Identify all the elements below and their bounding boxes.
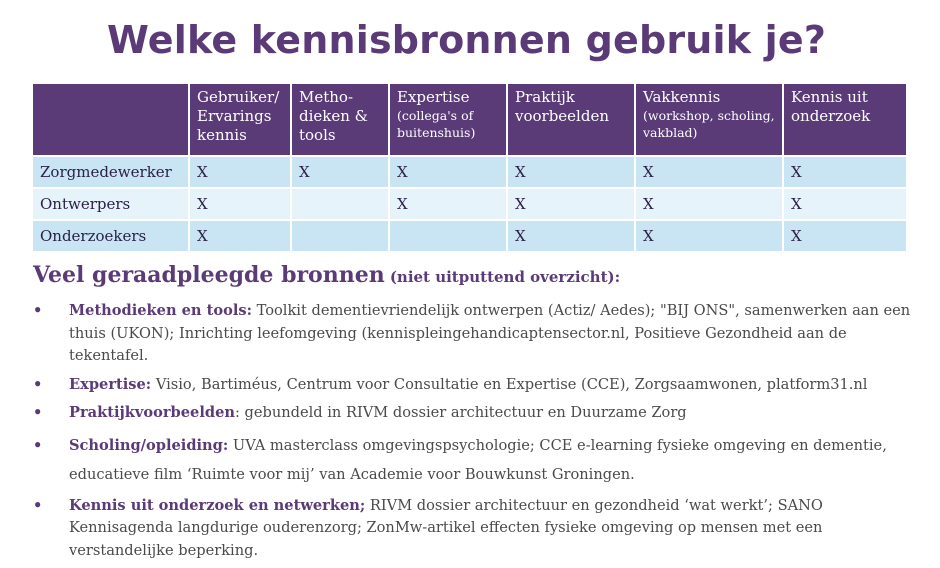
header-cell-expertise: Expertise (collega's of buitenshuis) [390, 84, 506, 155]
table-cell [292, 189, 388, 219]
table-cell: X [636, 157, 782, 187]
table-cell [292, 221, 388, 251]
table-cell: X [390, 157, 506, 187]
page-title: Welke kennisbronnen gebruik je? [107, 18, 827, 62]
table-cell: X [190, 189, 290, 219]
header-cell-empty [33, 84, 188, 155]
section-subtitle [33, 262, 620, 288]
table-row [33, 221, 906, 251]
header-note: (workshop, scholing, vakblad) [643, 108, 775, 140]
item-lead: Scholing/opleiding: [69, 436, 229, 454]
table-row [33, 157, 906, 187]
list-item [33, 300, 913, 368]
subtitle-main: Veel geraadpleegde bronnen [33, 262, 385, 288]
bullet-icon: • [33, 302, 43, 319]
list-item [33, 431, 913, 489]
row-label: Zorgmedewerker [33, 157, 188, 187]
item-lead: Kennis uit onderzoek en netwerken; [69, 496, 366, 514]
bullet-icon: • [33, 375, 43, 393]
bullet-icon: • [33, 436, 43, 454]
header-cell-methodieken: Metho-dieken & tools [292, 84, 388, 155]
bullet-icon: • [33, 404, 43, 421]
row-label: Ontwerpers [33, 189, 188, 219]
bullet-icon: • [33, 496, 43, 514]
table-cell: X [784, 221, 906, 251]
table-cell: X [190, 157, 290, 187]
table-cell [390, 221, 506, 251]
list-item [33, 495, 913, 563]
item-lead: Praktijkvoorbeelden [69, 404, 235, 421]
header-cell-kennis-onderzoek: Kennis uit onderzoek [784, 84, 906, 155]
table-cell: X [292, 157, 388, 187]
item-text: Toolkit dementievriendelijk ontwerpen (Actiz/ Aedes); "BIJ ONS", samenwerken aan een thuis (UKON); Inrichting leefomgeving (kennispleingehandicaptensector.nl, Positieve Gezondheid aan de tekentafel. [69, 302, 911, 364]
item-text: UVA masterclass omgevingspsychologie; CCE e-learning fysieke omgeving en dementie, educatieve film ‘Ruimte voor mij’ van Academie voor Bouwkunst Groningen. [69, 436, 887, 483]
subtitle-note: (niet uitputtend overzicht): [389, 268, 621, 286]
table-cell: X [508, 189, 634, 219]
header-cell-ervaringskennis: Gebruiker/ Ervarings kennis [190, 84, 290, 155]
sources-list [33, 300, 913, 568]
table-cell: X [508, 157, 634, 187]
row-label: Onderzoekers [33, 221, 188, 251]
item-lead: Expertise: [69, 375, 152, 393]
table-row [33, 189, 906, 219]
knowledge-sources-table [31, 82, 908, 253]
table-cell: X [636, 189, 782, 219]
header-note: (collega's of buitenshuis) [397, 108, 476, 140]
list-item [33, 402, 913, 425]
item-text: RIVM dossier architectuur en gezondheid ‘wat werkt’; SANO Kennisagenda langdurige ouderenzorg; ZonMw-artikel effecten fysieke omgeving op mensen met een verstandelijke beperking. [69, 496, 823, 559]
table-cell: X [784, 157, 906, 187]
table-cell: X [390, 189, 506, 219]
table-cell: X [784, 189, 906, 219]
table-cell: X [636, 221, 782, 251]
item-text: Visio, Bartiméus, Centrum voor Consultatie en Expertise (CCE), Zorgsaamwonen, platform31.nl [151, 375, 868, 393]
list-item [33, 374, 913, 397]
item-text: : gebundeld in RIVM dossier architectuur en Duurzame Zorg [234, 404, 687, 421]
header-cell-praktijkvoorbeelden: Praktijk voorbeelden [508, 84, 634, 155]
table-cell: X [190, 221, 290, 251]
table-cell: X [508, 221, 634, 251]
item-lead: Methodieken en tools: [69, 302, 252, 319]
table-header-row [33, 84, 906, 155]
header-cell-vakkennis: Vakkennis (workshop, scholing, vakblad) [636, 84, 782, 155]
